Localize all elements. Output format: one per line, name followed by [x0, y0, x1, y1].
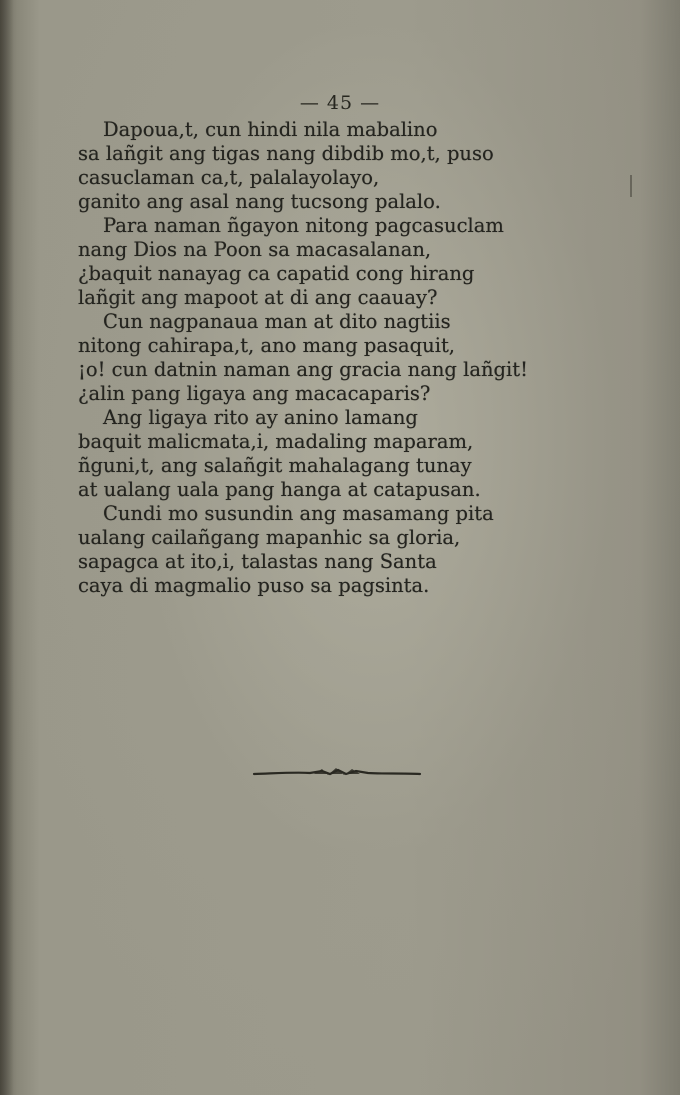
poem-line: Para naman ñgayon nitong pagcasuclam [103, 214, 504, 237]
poem-line: sa lañgit ang tigas nang dibdib mo,t, puso [78, 142, 494, 165]
decorative-tailpiece-icon [252, 766, 422, 780]
poem-line: ¡o! cun datnin naman ang gracia nang lañgit! [78, 358, 528, 381]
page-edge-shadow [0, 0, 14, 1095]
poem-line: ganito ang asal nang tucsong palalo. [78, 190, 441, 213]
poem-line: ¿alin pang ligaya ang macacaparis? [78, 382, 431, 405]
poem-line: sapagca at ito,i, talastas nang Santa [78, 550, 437, 573]
poem-line: Cun nagpanaua man at dito nagtiis [103, 310, 451, 333]
poem-line: baquit malicmata,i, madaling maparam, [78, 430, 474, 453]
poem-line: ualang cailañgang mapanhic sa gloria, [78, 526, 461, 549]
stray-ink-mark [630, 175, 632, 197]
poem-line: at ualang uala pang hanga at catapusan. [78, 478, 481, 501]
poem-line: Cundi mo susundin ang masamang pita [103, 502, 494, 525]
poem-line: ñguni,t, ang salañgit mahalagang tunay [78, 454, 472, 477]
poem-line: ¿baquit nanayag ca capatid cong hirang [78, 262, 475, 285]
poem-line: nang Dios na Poon sa macasalanan, [78, 238, 432, 261]
poem-line: nitong cahirapa,t, ano mang pasaquit, [78, 334, 455, 357]
poem-line: Ang ligaya rito ay anino lamang [103, 406, 418, 429]
page-number: — 45 — [299, 92, 381, 114]
poem-line: lañgit ang mapoot at di ang caauay? [78, 286, 438, 309]
poem-line: Dapoua,t, cun hindi nila mabalino [103, 118, 438, 141]
poem-line: casuclaman ca,t, palalayolayo, [78, 166, 380, 189]
poem-line: caya di magmalio puso sa pagsinta. [78, 574, 430, 597]
